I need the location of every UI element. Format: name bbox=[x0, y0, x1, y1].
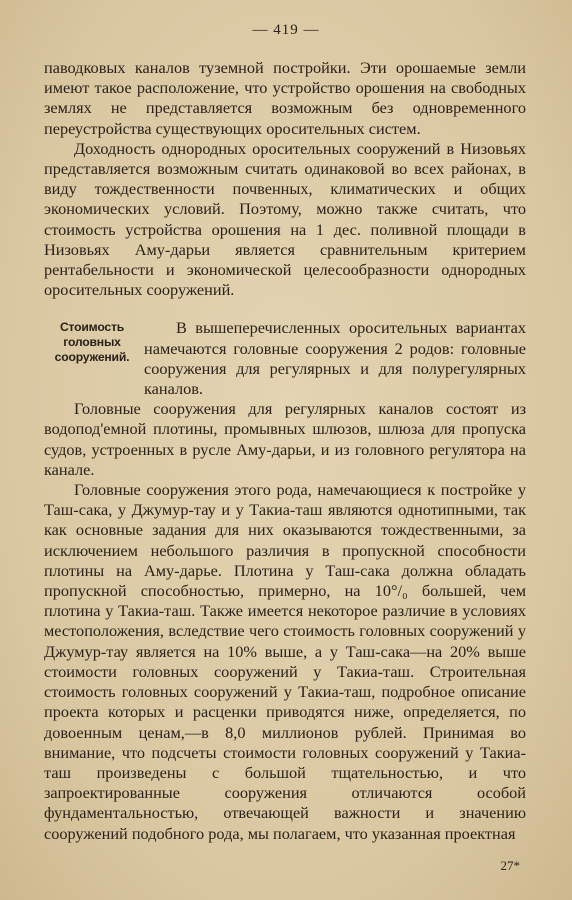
signature-mark: 27* bbox=[500, 858, 520, 873]
section-lead-paragraph: В вышеперечисленных оросительных вариантах намечаются головные сооружения 2 родов: головные сооружения для регулярных и для полурегулярных каналов. bbox=[144, 318, 526, 399]
margin-note: Стоимость головных сооружений. bbox=[54, 320, 130, 365]
paragraph-1: паводковых каналов туземной постройки. Эти орошаемые земли имеют такое расположение, что устройство орошения на свободных землях не представляется возможным без одновременного переустройства существующих оросительных систем. bbox=[44, 58, 526, 138]
section-gap bbox=[44, 300, 526, 318]
body-text bbox=[44, 58, 526, 844]
paragraph-4: Головные сооружения этого рода, намечающиеся к постройке у Таш-сака, у Джумур-тау и у Такиа-таш являются однотипными, так как основные задания для них оказываются тождественными, за исключением небольшого различия в пропускной способности плотины на Аму-дарье. Плотина у Таш-сака должна обладать пропускной способностью, примерно, на 10°/₀ большей, чем плотина у Такиа-таш. Также имеется некоторое различие в условиях местоположения, вследствие чего стоимость головных сооружений у Джумур-тау является на 10% выше, а у Таш-сака—на 20% выше стоимости головных сооружений у Такиа-таш. Строительная стоимость головных сооружений у Такиа-таш, подробное описание проекта которых и расценки приводятся ниже, определяется, по довоенным ценам,—в 8,0 миллионов рублей. Принимая во внимание, что подсчеты стоимости головных сооружений у Такиа-таш произведены с большой тщательностью, и что запроектированные сооружения отличаются особой фундаментальностью, отвечающей важности и значению сооружений подобного рода, мы полагаем, что указанная проектная bbox=[44, 480, 526, 843]
section-head-structures bbox=[44, 318, 526, 399]
paragraph-2: Доходность однородных оросительных сооружений в Низовьях представляется возможным считать одинаковой во всех районах, в виду тождественности почвенных, климатических и общих экономических условий. Поэтому, можно также считать, что стоимость устройства орошения на 1 дес. поливной площади в Низовьях Аму-дарьи является сравнительным критерием рентабельности и экономической целесообразности однородных оросительных сооружений. bbox=[44, 138, 526, 300]
page-number: — 419 — bbox=[252, 22, 320, 38]
paragraph-3: Головные сооружения для регулярных каналов состоят из водопод'емной плотины, промывных шлюзов, шлюза для пропуска судов, устроенных в русле Аму-дарьи, и из головного регулятора на канале. bbox=[44, 399, 526, 479]
